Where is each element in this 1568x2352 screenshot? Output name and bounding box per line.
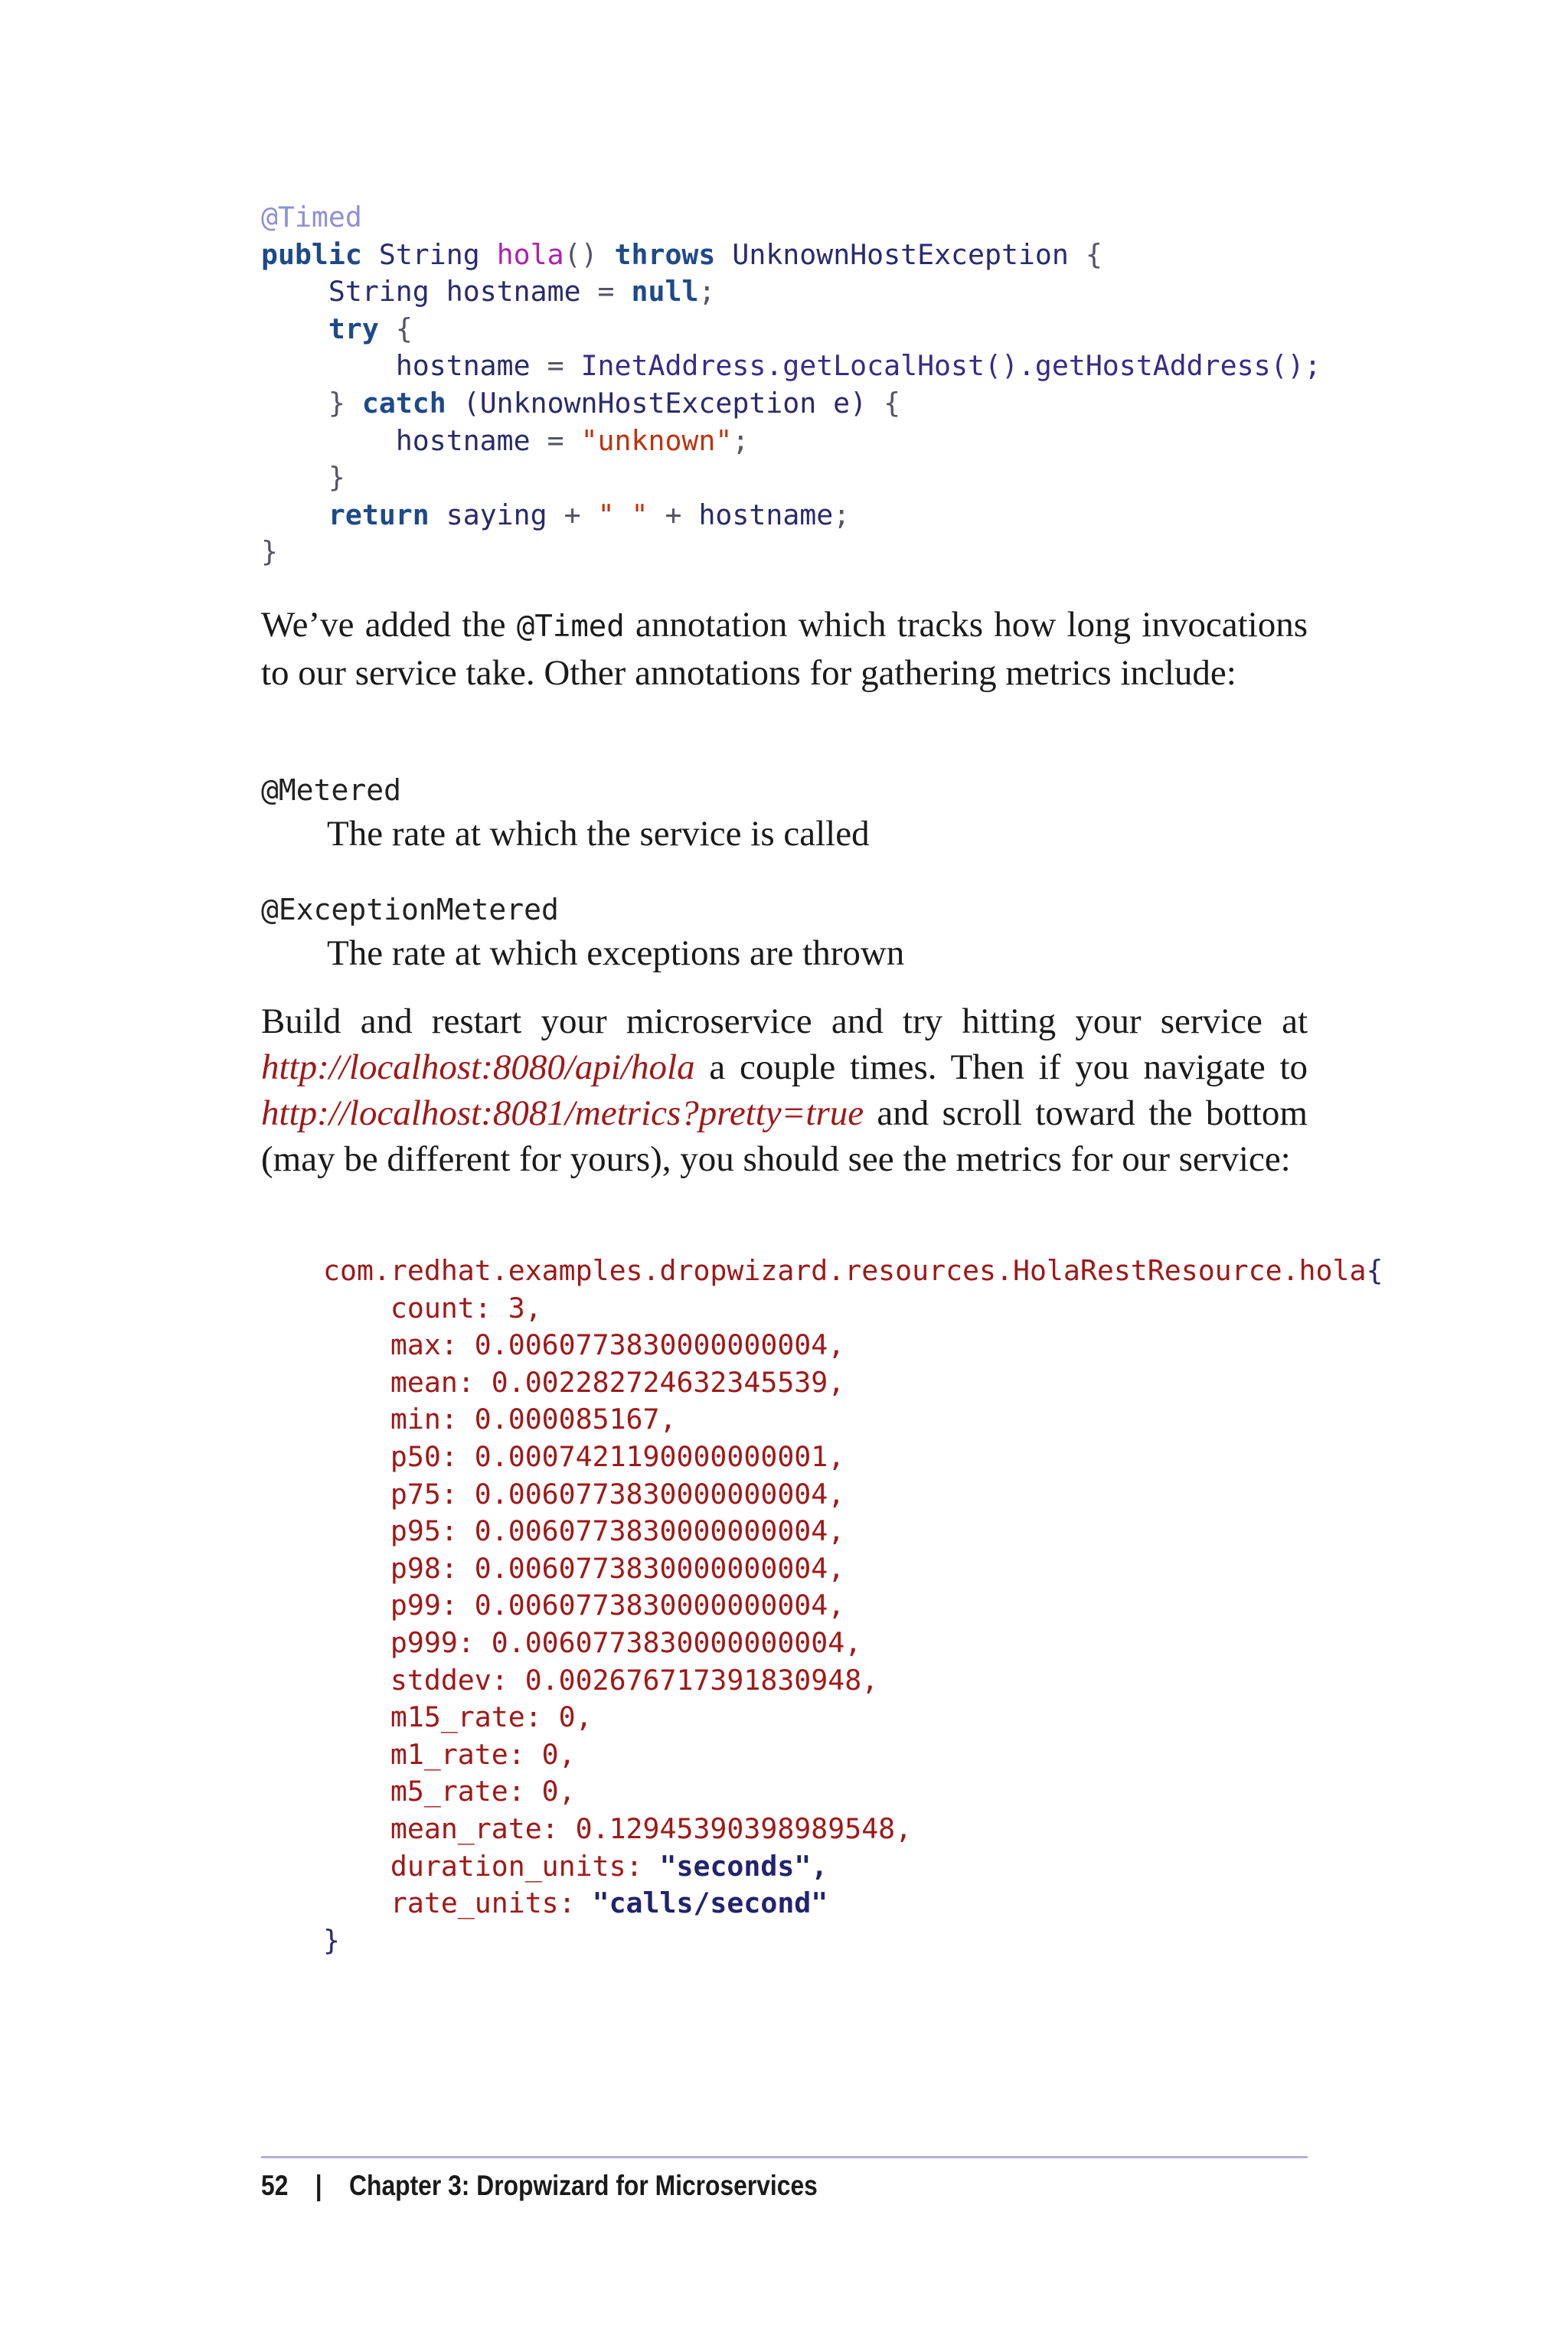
- code-identifier: hostname: [395, 349, 531, 383]
- metric-line: mean_rate: 0.12945390398989548,: [390, 1811, 913, 1845]
- code-operator: =: [547, 423, 564, 457]
- metric-line: p99: 0.0060773830000000004,: [390, 1589, 845, 1622]
- code-function-name: hola: [496, 237, 564, 271]
- code-punctuation: ;: [732, 423, 750, 457]
- code-punctuation: ;: [833, 498, 851, 531]
- paragraph-text: a couple times. Then if you navigate to: [694, 1047, 1308, 1087]
- page-number: 52: [261, 2170, 289, 2201]
- link-metrics[interactable]: http://localhost:8081/metrics?pretty=true: [261, 1093, 864, 1133]
- code-punctuation: {: [1366, 1254, 1383, 1287]
- metric-line: m1_rate: 0,: [390, 1737, 576, 1771]
- code-keyword: try: [328, 312, 379, 345]
- code-punctuation: ;: [698, 275, 716, 309]
- metric-line: stddev: 0.002676717391830948,: [390, 1663, 879, 1697]
- footer-rule: [261, 2156, 1308, 2158]
- metrics-resource-name: com.redhat.examples.dropwizard.resources.HolaRestResource.hola: [323, 1254, 1367, 1287]
- code-punctuation: (): [564, 237, 598, 271]
- code-keyword: null: [631, 275, 699, 309]
- paragraph-text: We’ve added the: [261, 605, 517, 645]
- code-block-timed-method: [261, 199, 1321, 571]
- paragraph-text: annotation which tracks how long invocations to our service take. Other annotations for gathering metrics include:: [261, 605, 1308, 693]
- paragraph-text: and scroll toward the bottom (may be different for yours), you should see the metrics for our service:: [261, 1093, 1308, 1179]
- code-keyword: public: [261, 237, 362, 271]
- definition-term-exception-metered: @ExceptionMetered: [261, 893, 559, 926]
- code-operator: =: [547, 349, 564, 383]
- metric-line: mean: 0.002282724632345539,: [390, 1365, 845, 1399]
- metric-string-value: "seconds": [659, 1849, 812, 1883]
- code-punctuation: {: [395, 312, 413, 345]
- inline-code: @Timed: [516, 609, 625, 644]
- metric-key: rate_units:: [390, 1886, 593, 1920]
- metric-line: p50: 0.0007421190000000001,: [390, 1439, 845, 1473]
- page-footer: [261, 2168, 818, 2203]
- metric-key: duration_units:: [390, 1849, 660, 1883]
- metric-line: count: 3,: [390, 1291, 542, 1325]
- code-annotation: @Timed: [261, 201, 362, 234]
- definition-desc-exception-metered: The rate at which exceptions are thrown: [327, 933, 905, 973]
- code-identifier: hostname: [395, 423, 531, 457]
- definition-term-metered: @Metered: [261, 773, 402, 807]
- definition-desc-metered: The rate at which the service is called: [327, 814, 870, 854]
- code-operator: +: [564, 498, 581, 531]
- code-block-metrics-output: [323, 1253, 1383, 1959]
- code-identifier: hostname: [698, 498, 834, 531]
- metric-line: max: 0.0060773830000000004,: [390, 1328, 845, 1362]
- code-keyword: throws: [614, 237, 716, 271]
- chapter-title: Chapter 3: Dropwizard for Microservices: [349, 2170, 818, 2201]
- code-punctuation: ,: [811, 1849, 828, 1883]
- paragraph-build-restart: [261, 998, 1308, 1182]
- code-identifier: hostname: [446, 275, 581, 309]
- code-catch-args: (UnknownHostException e): [462, 386, 867, 420]
- code-string: " ": [597, 498, 648, 531]
- code-punctuation: {: [1085, 237, 1102, 271]
- link-api-hola[interactable]: http://localhost:8080/api/hola: [261, 1047, 695, 1087]
- code-punctuation: {: [884, 386, 901, 420]
- metric-line: m15_rate: 0,: [390, 1700, 593, 1734]
- code-identifier: saying: [446, 498, 547, 531]
- metric-line: p999: 0.0060773830000000004,: [390, 1625, 862, 1659]
- code-punctuation: }: [261, 535, 278, 569]
- code-keyword: catch: [361, 386, 446, 420]
- code-punctuation: }: [323, 1923, 340, 1957]
- code-method-call: InetAddress.getLocalHost().getHostAddress();: [580, 349, 1321, 383]
- metric-line: m5_rate: 0,: [390, 1775, 576, 1808]
- metric-line: min: 0.000085167,: [390, 1403, 677, 1436]
- footer-separator: |: [315, 2170, 322, 2201]
- code-type: String: [328, 275, 430, 309]
- code-type: UnknownHostException: [732, 237, 1069, 271]
- code-type: String: [378, 237, 480, 271]
- metric-line: p95: 0.0060773830000000004,: [390, 1514, 845, 1548]
- code-operator: =: [597, 275, 615, 309]
- code-punctuation: }: [328, 386, 345, 420]
- code-string: "unknown": [580, 423, 733, 457]
- code-operator: +: [665, 498, 682, 531]
- metric-line: p98: 0.0060773830000000004,: [390, 1551, 845, 1585]
- code-punctuation: }: [328, 461, 345, 495]
- paragraph-text: Build and restart your microservice and try hitting your service at: [261, 1001, 1308, 1041]
- paragraph-timed-annotation: [261, 602, 1308, 696]
- metric-line: p75: 0.0060773830000000004,: [390, 1477, 845, 1511]
- code-keyword: return: [328, 498, 430, 531]
- metric-string-value: "calls/second": [592, 1886, 828, 1920]
